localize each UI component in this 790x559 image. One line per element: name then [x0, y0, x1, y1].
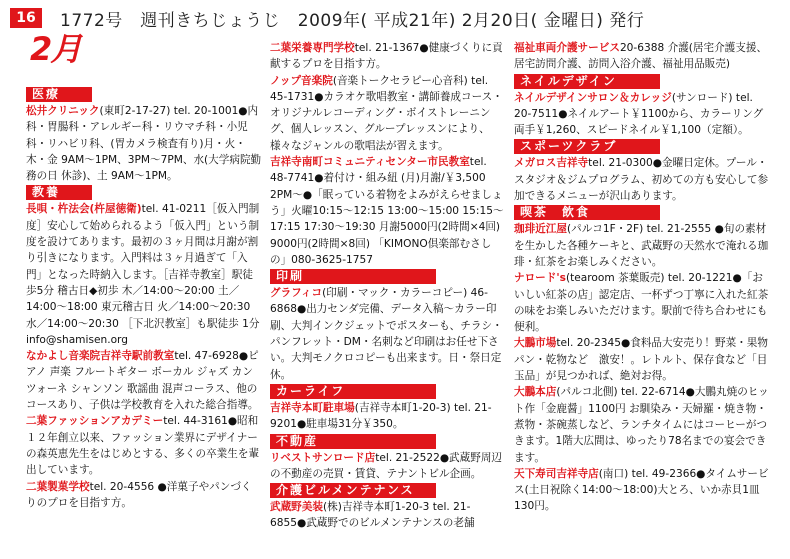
category-heading: 不動産 — [270, 434, 436, 449]
listing-entry — [26, 479, 262, 512]
listing-name: 大鵬本店 — [514, 386, 557, 399]
listing-entry — [514, 270, 772, 335]
column-3 — [514, 40, 772, 551]
category-heading: 医療 — [26, 87, 92, 102]
listing-text: (東町2-17-27) tel. 20-1001●内科・胃腸科・アレルギー科・リウマチ科・小児科・リハビリ科、(胃カメラ検査有り)月・火・木・金 9AM〜1PM、3PM〜7PM、水(大学病院勤務の日 休診)、土 9AM〜1PM。 — [26, 105, 262, 183]
listing-entry — [514, 466, 772, 515]
listing-text: (印刷・マック・カラーコピー) 46-6868●出力センダ完備、データ入稿〜カラー印刷、大判インクジェットでポスターも、チラシ・パンフレット・DM・名刺など印刷はお任せ下さい。大判モノクロコピーも出来ます。日・祭日定休。 — [270, 287, 503, 381]
column-1 — [26, 86, 262, 551]
listing-text: (音楽トークセラピー心音科) tel. 45-1731●カラオケ歌唱教室・講師養成コース・オリジナルレコーディング・ボイストレーニング、個人レッスン、グループレッスンにより、様々なジャンルの歌唱法が習えます。 — [270, 74, 503, 152]
listing-text: tel. 21-1367●健康づくりに貢献するプロを目指す方。 — [270, 42, 503, 71]
listing-name: 武蔵野美装 — [270, 501, 323, 514]
listing-entry — [270, 40, 506, 73]
category-heading: 喫茶 飲食 — [514, 205, 660, 220]
listing-entry — [270, 450, 506, 483]
category-heading: 印刷 — [270, 269, 436, 284]
listing-name: リベストサンロード店 — [270, 451, 376, 464]
category-heading: スポーツクラブ — [514, 139, 660, 154]
listing-name: 珈琲近江屋 — [514, 223, 567, 236]
listing-entry — [270, 400, 506, 433]
listing-name: 吉祥寺南町コミュニティセンター市民教室 — [270, 156, 470, 169]
listing-entry — [26, 103, 262, 184]
listing-text: 20-6388 介護(居宅介護支援、居宅訪問介護、訪問入浴介護、福祉用品販売) — [514, 42, 768, 71]
listing-entry — [270, 499, 506, 532]
listing-text: tel. 20-2345●食料品大安売り！野菜・果物パン・乾物など 激安！。レトルト、保存食など「目玉品」が見つかれば、絶対お得。 — [514, 337, 768, 383]
listing-entry — [26, 413, 262, 478]
listing-name: 大鵬市場 — [514, 337, 557, 350]
listing-text: tel. 21-2522●武蔵野周辺の不動産の売買・賃貸、テナントビル企画。 — [270, 451, 503, 480]
listing-name: 松井クリニック — [26, 105, 100, 117]
listing-name: 天下寿司吉祥寺店 — [514, 467, 599, 480]
listing-entry — [514, 155, 772, 204]
page-number-badge: 16 — [10, 8, 42, 28]
listing-name: なかよし音楽院吉祥寺駅前教室 — [26, 350, 175, 363]
listing-text: (株)吉祥寺本町1-20-3 tel. 21-6855●武蔵野でのビルメンテナンスの老舗 — [270, 501, 475, 530]
listing-text: (南口) tel. 49-2366●タイムサービス(土日祝除く14:00〜18:00)大とろ、いか赤貝1皿130円。 — [514, 467, 769, 513]
listing-text: tel. 47-6928●ピアノ 声楽 フルートギター ボーカル ジャズ カンツォーネ シャンソン 歌謡曲 混声コーラス、他のコースあり、子供は学校教育を入れた総合指導。 — [26, 350, 259, 412]
listing-entry — [514, 221, 772, 270]
listing-name: グラフィコ — [270, 287, 323, 300]
category-heading: 教養 — [26, 185, 92, 200]
listing-name: 二葉ファッションアカデミー — [26, 415, 164, 428]
category-heading: カーライフ — [270, 384, 436, 399]
listing-text: (パルコ北側) tel. 22-6714●大鵬丸焼のヒット作「金鹿醤」1100円 お馴染み・天婦羅・焼き物・煮物・茶碗蒸しなど、ランチタイムにはコーヒーがつきます。1階大広間は、ゆったり78名までの宴会できます。 — [514, 386, 769, 464]
listing-entry — [270, 73, 506, 154]
listing-name: メガロス吉祥寺 — [514, 157, 589, 170]
listing-entry — [514, 384, 772, 465]
category-heading: 介護ビルメンテナンス — [270, 483, 436, 498]
listing-entry — [514, 90, 772, 139]
listing-name: ノップ音楽院 — [270, 74, 333, 87]
category-heading: ネイルデザイン — [514, 74, 660, 89]
listing-text: tel. 41-0211［仮入門制度］安心して始められるよう「仮入門」という制度を設けてあります。最初の３ヶ月間は月謝が割り引きになります。入門料は３ヶ月過ぎて「入門」となった時納入します。［吉祥寺教室］駅徒歩5分 稽古日◆初歩 木／14:00〜20:00 土／14:00〜18:00 東元稽古日 火／14:00〜20:30 水／14:00〜20:30 ［下北沢教室］も駅徒歩 1分 info@shamisen.org — [26, 203, 260, 346]
listing-entry — [514, 40, 772, 73]
listing-text: (吉祥寺本町1-20-3) tel. 21-9201●駐車場31分￥350。 — [270, 401, 492, 431]
listing-name: 福祉車両介護サービス — [514, 42, 620, 54]
listing-entry — [270, 285, 506, 383]
listing-entry — [26, 201, 262, 348]
listing-entry — [26, 348, 262, 413]
listing-name: 二葉栄養専門学校 — [270, 42, 355, 54]
listing-name: 長唄・杵法会(杵屋徳衛) — [26, 203, 142, 216]
listing-text: (サンロード) tel. 20-7511●ネイルアート￥1100から、カラーリング両手￥1,260、スピードネイル￥1,100（定額）。 — [514, 91, 764, 137]
listing-text: (tearoom 茶葉販売) tel. 20-1221●「おいしい紅茶の店」認定店、一杯ずつ丁寧に入れた紅茶の味をお楽しみいただけます。駅前で待ち合わせにも便利。 — [514, 272, 769, 334]
month-text: 2月 — [30, 30, 81, 68]
listing-name: 二葉製菓学校 — [26, 480, 90, 493]
listing-text: tel. 48-7741●着付け・組み紐 (月)月謝/￥3,500 2PM〜●「眠っている着物をよみがえらせましょう」火曜10:15〜12:15 13:00〜15:00 15:15〜17:15 17:30〜19:30 月謝5000円(2時間×4回) 9000円(2時間×8回) 「KIMONO倶楽部むさしの」080-3625-1757 — [270, 156, 504, 266]
masthead-title: 1772号 週刊きちじょうじ 2009年( 平成21年) 2月20日( 金曜日) 発行 — [60, 11, 645, 31]
listing-text: tel. 21-0300●金曜日定休。プール・スタジオ＆ジムプログラム、初めての方も安心して参加できるメニューが沢山あります。 — [514, 157, 769, 203]
listing-text: tel. 44-3161●昭和１２年創立以来、ファッション業界にデザイナーの森英恵先生をはじめとする、多くの卒業生を輩出しています。 — [26, 415, 260, 477]
listing-name: 吉祥寺本町駐車場 — [270, 401, 355, 414]
listing-text: tel. 20-4556 ●洋菓子やパンづくりのプロを目指す方。 — [26, 480, 252, 509]
month-label — [30, 32, 100, 66]
listing-entry — [514, 335, 772, 384]
listing-entry — [270, 154, 506, 268]
listing-text: (パルコ1F・2F) tel. 21-2555 ●旬の素材を生かした各種ケーキと、武蔵野の天然水で淹れる珈琲・紅茶をお楽しみください。 — [514, 223, 769, 268]
listing-name: ネイルデザインサロン＆カレッジ — [514, 91, 672, 104]
listing-name: ナロード's — [514, 272, 566, 285]
column-2 — [270, 40, 506, 551]
